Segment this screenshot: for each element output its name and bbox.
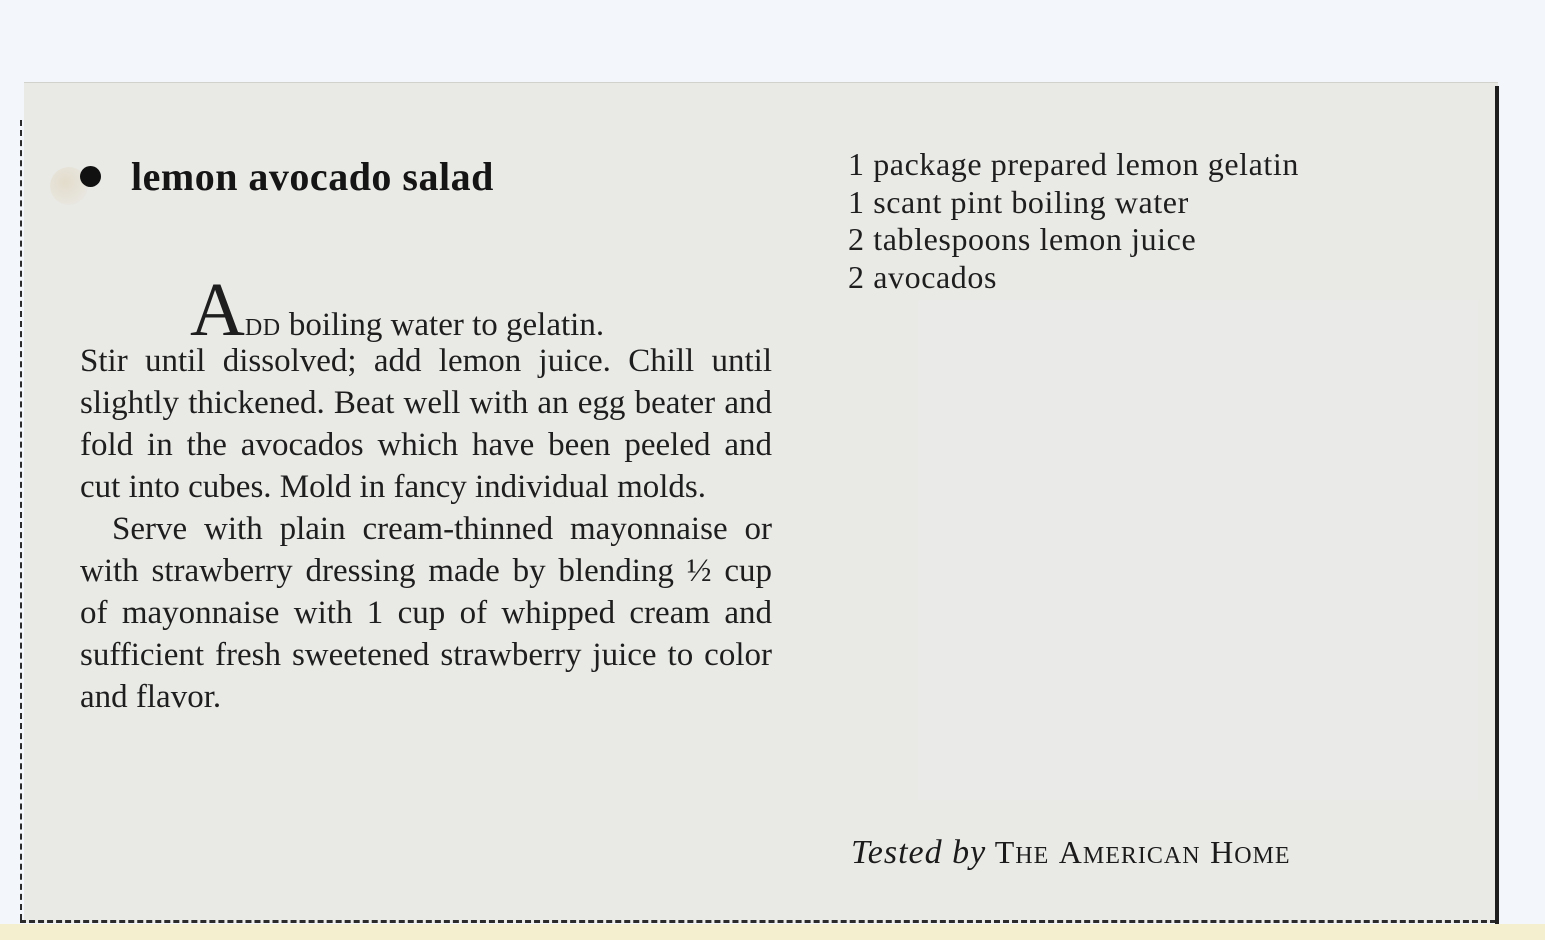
directions-paragraph-1 <box>80 268 772 508</box>
recipe-title: lemon avocado salad <box>131 153 494 199</box>
publisher-name: THE AMERICAN HOME <box>994 834 1291 870</box>
tested-by-credit <box>851 834 1291 872</box>
cut-line-left <box>20 120 22 920</box>
ingredient-item: 1 package prepared lemon gelatin <box>848 146 1299 182</box>
background-strip <box>0 924 1545 940</box>
ingredient-item: 2 tablespoons lemon juice <box>848 221 1197 257</box>
card-edge-right <box>1495 86 1499 924</box>
cut-line-bottom <box>20 920 1496 923</box>
ingredient-item: 1 scant pint boiling water <box>848 183 1189 220</box>
lead-smallcaps: DD <box>244 315 281 341</box>
directions-paragraph-2: Serve with plain cream-thinned mayonnaise or with strawberry dressing made by blending ½ cup of mayonnaise with 1 cup of whipped cream and sufficient fresh sweetened strawberry juice to color and flavor. <box>80 511 772 715</box>
directions-text-1: Stir until dissolved; add lemon juice. Chill until slightly thickened. Beat well with an egg beater and fold in the avocados which have been peeled and cut into cubes. Mold in fancy individual molds. <box>80 343 772 505</box>
bleed-through-area <box>918 300 1478 800</box>
dropcap-line <box>80 268 772 352</box>
ingredient-list <box>848 146 1299 296</box>
tested-by-label: Tested by <box>851 834 987 871</box>
first-line-text: boiling water to gelatin. <box>280 307 605 343</box>
recipe-header <box>80 146 494 206</box>
drop-cap: A <box>190 268 245 352</box>
ingredient-item: 2 avocados <box>848 258 998 295</box>
recipe-directions <box>80 268 772 718</box>
bullet-icon <box>80 166 101 187</box>
